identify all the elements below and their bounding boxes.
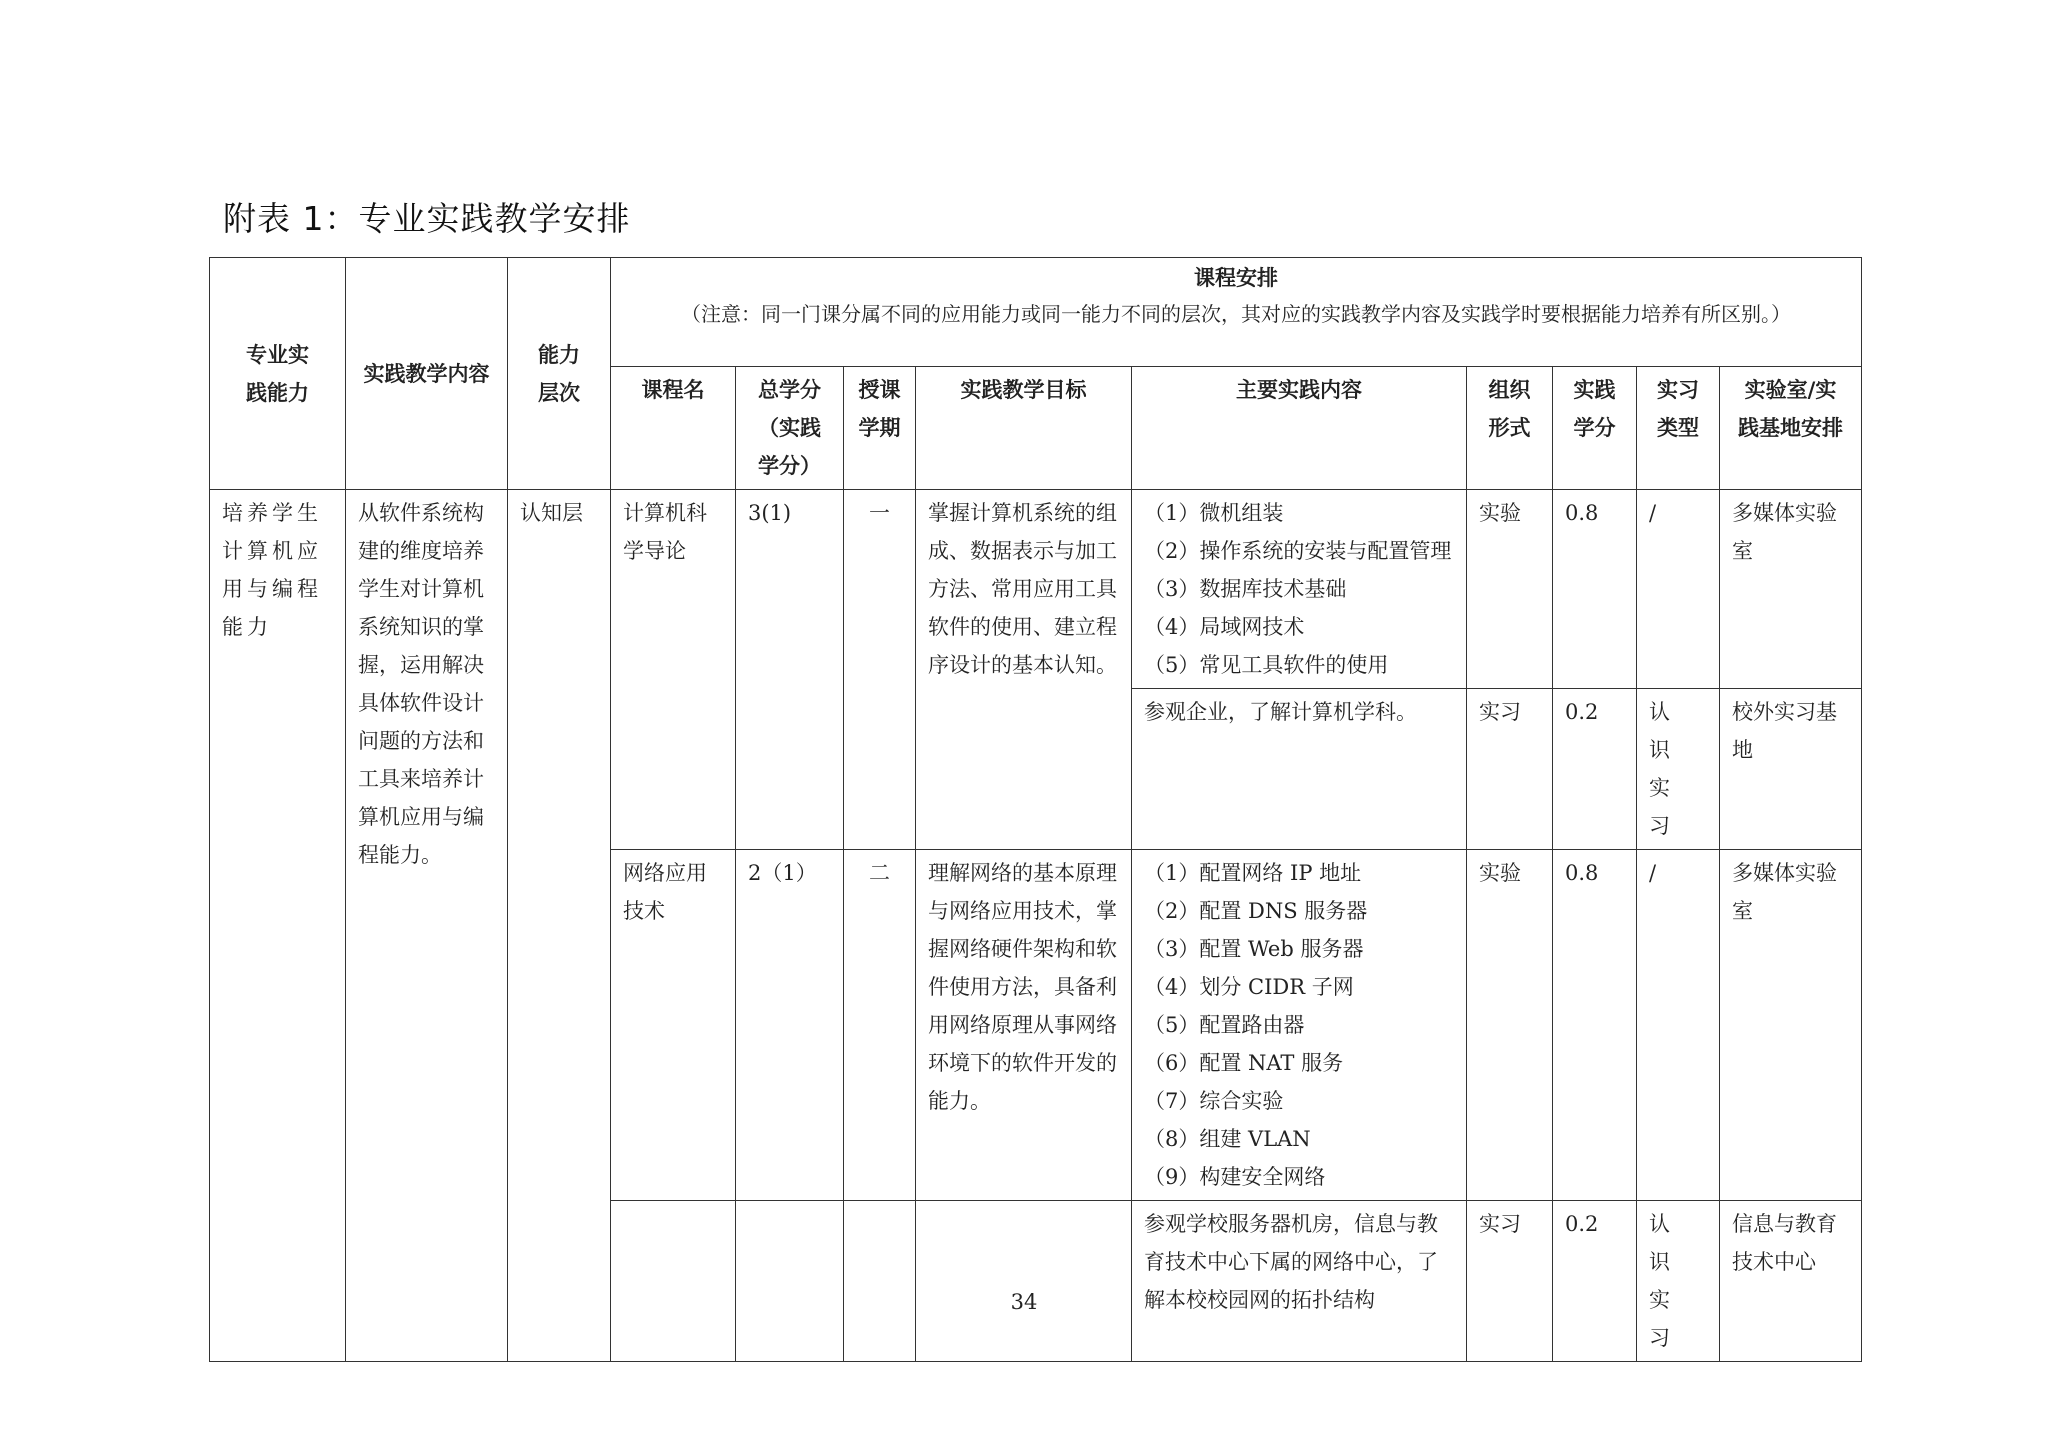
teaching-content-cell: 从软件系统构建的维度培养学生对计算机系统知识的掌握，运用解决具体软件设计问题的方法和工具来培养计算机应用与编程能力。: [346, 490, 508, 1362]
course-goal: 理解网络的基本原理与网络应用技术，掌握网络硬件架构和软件使用方法，具备利用网络原理从事网络环境下的软件开发的能力。: [916, 850, 1132, 1201]
header-level: 能力 层次: [508, 258, 611, 490]
course-credit: 2（1）: [736, 850, 844, 1201]
practice-credit: 0.2: [1553, 1201, 1637, 1362]
content-line: （8）组建 VLAN: [1144, 1127, 1311, 1151]
course-name: 计算机科学导论: [611, 490, 736, 850]
content-line: （5）配置路由器: [1144, 1013, 1305, 1037]
content-line: （3）配置 Web 服务器: [1144, 937, 1364, 961]
practice-content: 参观学校服务器机房，信息与教育技术中心下属的网络中心，了解本校校园网的拓扑结构: [1132, 1201, 1467, 1362]
practice-content: [1132, 490, 1467, 689]
empty-cell: [844, 1201, 916, 1362]
intern-type: 认识实习: [1637, 689, 1720, 850]
lab-arrangement: 校外实习基地: [1720, 689, 1862, 850]
page-title: 附表 1：专业实践教学安排: [223, 199, 631, 238]
course-term: 一: [844, 490, 916, 850]
lab-arrangement: 多媒体实验室: [1720, 850, 1862, 1201]
practice-credit: 0.2: [1553, 689, 1637, 850]
course-name: 网络应用技术: [611, 850, 736, 1201]
content-line: （6）配置 NAT 服务: [1144, 1051, 1344, 1075]
empty-cell: [611, 1201, 736, 1362]
header-ability: 专业实 践能力: [210, 258, 346, 490]
header-term: 授课 学期: [844, 367, 916, 490]
header-practice-credit: 实践 学分: [1553, 367, 1637, 490]
header-teaching-content: 实践教学内容: [346, 258, 508, 490]
lab-arrangement: 信息与教育技术中心: [1720, 1201, 1862, 1362]
course-goal: 掌握计算机系统的组成、数据表示与加工方法、常用应用工具软件的使用、建立程序设计的基本认知。: [916, 490, 1132, 850]
empty-cell: [736, 1201, 844, 1362]
content-line: （2）操作系统的安装与配置管理（3）数据库技术基础: [1144, 539, 1452, 601]
ability-cell: 培养学生计算机应用与编程能力: [210, 490, 346, 1362]
page-number: 34: [1010, 1290, 1038, 1314]
header-total-credit: 总学分 （实践 学分）: [736, 367, 844, 490]
header-lab: 实验室/实 践基地安排: [1720, 367, 1862, 490]
content-line: （1）配置网络 IP 地址: [1144, 861, 1362, 885]
practice-credit: 0.8: [1553, 850, 1637, 1201]
intern-type: /: [1637, 490, 1720, 689]
content-line: （2）配置 DNS 服务器: [1144, 899, 1368, 923]
practice-content: [1132, 850, 1467, 1201]
intern-type: /: [1637, 850, 1720, 1201]
header-form: 组织 形式: [1467, 367, 1553, 490]
practice-table: [209, 257, 1862, 1362]
course-term: 二: [844, 850, 916, 1201]
lab-arrangement: 多媒体实验室: [1720, 490, 1862, 689]
empty-cell: [916, 1201, 1132, 1362]
org-form: 实习: [1467, 1201, 1553, 1362]
header-content: 主要实践内容: [1132, 367, 1467, 490]
header-arrangement: 课程安排 （注意：同一门课分属不同的应用能力或同一能力不同的层次，其对应的实践教学内容及实践学时要根据能力培养有所区别。）: [611, 258, 1862, 367]
content-line: （4）局域网技术: [1144, 615, 1305, 639]
content-line: （5）常见工具软件的使用: [1144, 653, 1389, 677]
content-line: （4）划分 CIDR 子网: [1144, 975, 1354, 999]
practice-content: 参观企业，了解计算机学科。: [1132, 689, 1467, 850]
content-line: （7）综合实验: [1144, 1089, 1284, 1113]
org-form: 实验: [1467, 850, 1553, 1201]
header-intern-type: 实习 类型: [1637, 367, 1720, 490]
header-course-name: 课程名: [611, 367, 736, 490]
header-goal: 实践教学目标: [916, 367, 1132, 490]
level-cell: 认知层: [508, 490, 611, 1362]
course-credit: 3(1): [736, 490, 844, 850]
intern-type: 认识实习: [1637, 1201, 1720, 1362]
practice-credit: 0.8: [1553, 490, 1637, 689]
org-form: 实习: [1467, 689, 1553, 850]
org-form: 实验: [1467, 490, 1553, 689]
content-line: （9）构建安全网络: [1144, 1165, 1326, 1189]
content-line: （1）微机组装: [1144, 501, 1284, 525]
